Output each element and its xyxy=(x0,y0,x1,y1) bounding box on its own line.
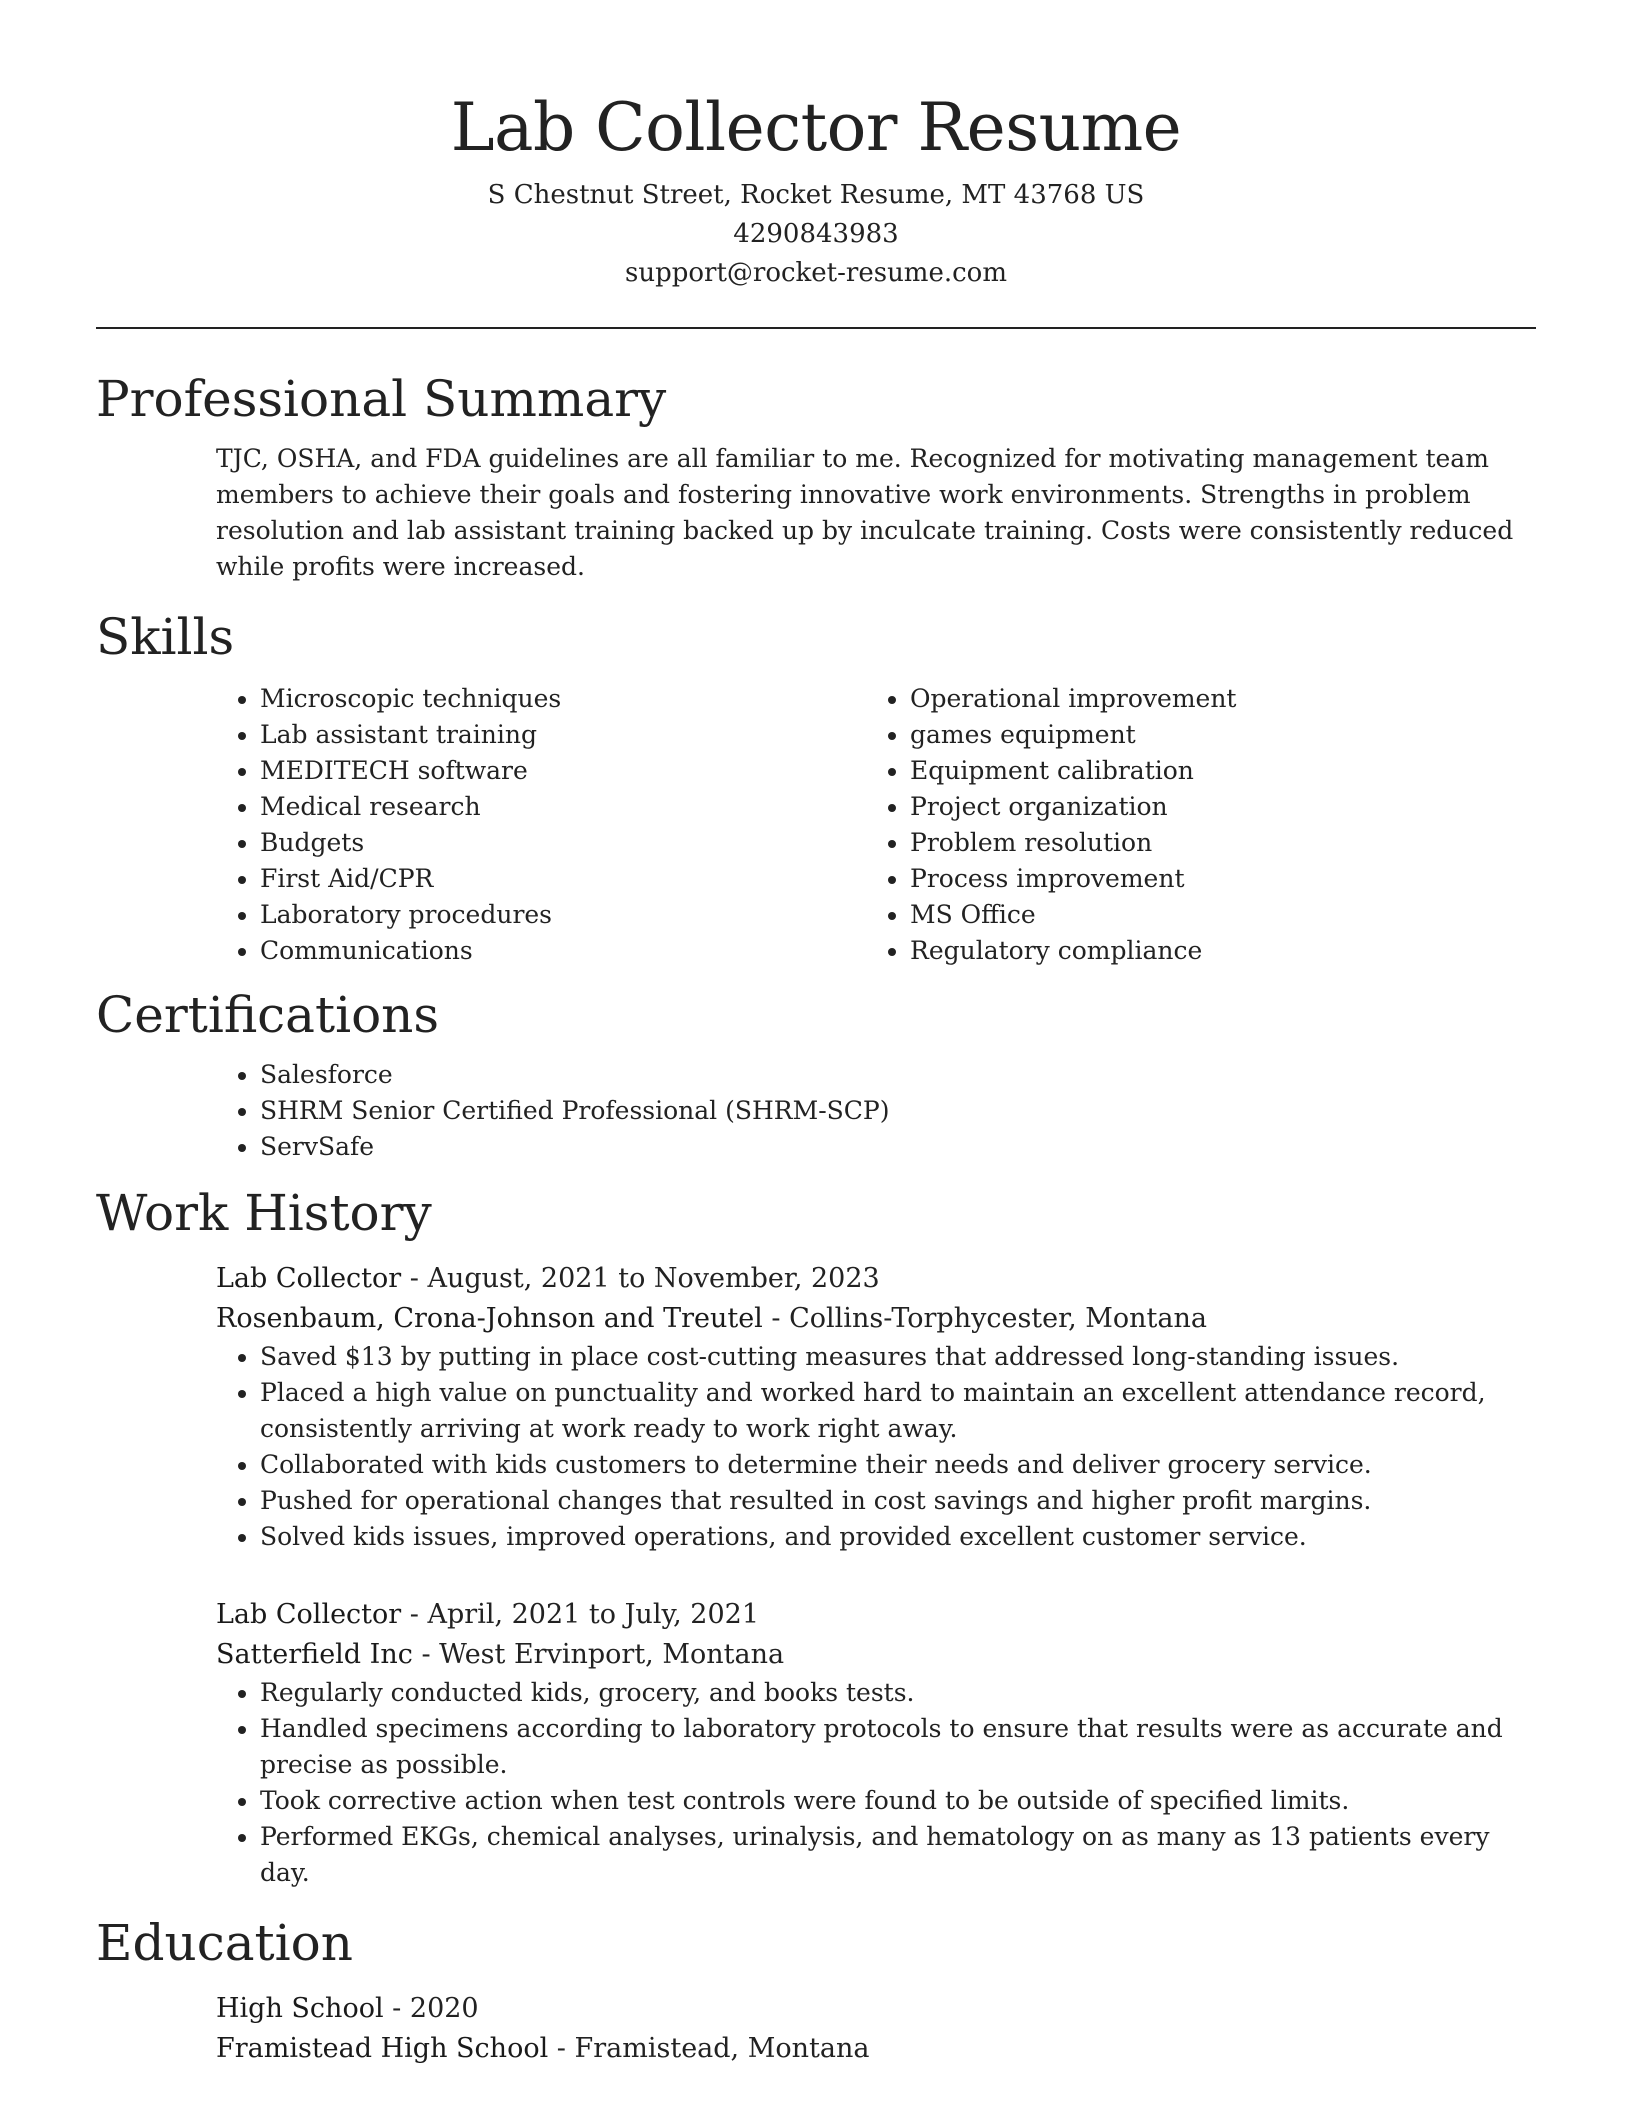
certifications-list xyxy=(96,1057,1536,1165)
job-location: West Ervinport, Montana xyxy=(439,1639,785,1670)
work-history-section xyxy=(96,1181,1536,1891)
skill-item: • Laboratory procedures xyxy=(260,897,866,933)
skills-section xyxy=(96,605,1536,969)
skill-item: • MS Office xyxy=(910,897,1516,933)
separator: - xyxy=(548,2033,575,2064)
certifications-bullets xyxy=(216,1057,1536,1165)
skill-item: • Microscopic techniques xyxy=(260,681,866,717)
education-year: 2020 xyxy=(409,1993,479,2024)
job-dates: April, 2021 to July, 2021 xyxy=(427,1599,760,1630)
job-dates: August, 2021 to November, 2023 xyxy=(427,1263,880,1294)
job-bullet: • Took corrective action when test controls were found to be outside of specified limits. xyxy=(260,1783,1536,1819)
skill-item: • MEDITECH software xyxy=(260,753,866,789)
skill-item: • Budgets xyxy=(260,825,866,861)
job-location: Collins-Torphycester, Montana xyxy=(789,1303,1207,1334)
skill-item: • Lab assistant training xyxy=(260,717,866,753)
skill-item: • Regulatory compliance xyxy=(910,933,1516,969)
education-school: Framistead High School xyxy=(216,2033,549,2064)
job-title-line xyxy=(216,1259,1536,1299)
job-bullet: • Collaborated with kids customers to determine their needs and deliver grocery service. xyxy=(260,1447,1536,1483)
separator: - xyxy=(401,1263,428,1294)
skills-list-left xyxy=(216,681,866,969)
job-entry xyxy=(96,1259,1536,1555)
contact-email: support@rocket-resume.com xyxy=(624,258,1007,288)
education-location: Framistead, Montana xyxy=(574,2033,870,2064)
job-bullet: • Placed a high value on punctuality and worked hard to maintain an excellent attendance record, consistently arriving at work ready to work right away. xyxy=(260,1375,1536,1447)
certifications-heading: Certifications xyxy=(96,986,440,1044)
job-bullet: • Handled specimens according to laboratory protocols to ensure that results were as accurate and precise as possible. xyxy=(260,1711,1536,1783)
job-title-line xyxy=(216,1595,1536,1635)
contact-phone: 4290843983 xyxy=(733,219,899,249)
summary-heading: Professional Summary xyxy=(96,370,667,428)
certifications-section xyxy=(96,983,1536,1165)
skill-item: • Project organization xyxy=(910,789,1516,825)
skill-item: • Operational improvement xyxy=(910,681,1516,717)
header-divider xyxy=(96,327,1536,329)
job-bullets xyxy=(216,1339,1536,1555)
separator: - xyxy=(762,1303,790,1334)
certification-item: • SHRM Senior Certified Professional (SHRM-SCP) xyxy=(260,1093,1536,1129)
work-history-heading: Work History xyxy=(96,1184,432,1242)
skills-column-left xyxy=(216,681,866,969)
education-degree-line xyxy=(216,1989,1536,2029)
resume-title: Lab Collector Resume xyxy=(450,89,1182,166)
education-school-line xyxy=(216,2029,1536,2069)
summary-section xyxy=(96,367,1536,585)
job-role: Lab Collector xyxy=(216,1599,402,1630)
separator: - xyxy=(383,1993,410,2024)
contact-address: S Chestnut Street, Rocket Resume, MT 43768 US xyxy=(487,180,1145,210)
job-bullet: • Regularly conducted kids, grocery, and books tests. xyxy=(260,1675,1536,1711)
education-degree: High School xyxy=(216,1993,384,2024)
job-bullet: • Pushed for operational changes that resulted in cost savings and higher profit margins. xyxy=(260,1483,1536,1519)
job-entry xyxy=(96,1595,1536,1891)
skills-heading: Skills xyxy=(96,608,235,666)
job-company-line xyxy=(216,1299,1536,1339)
skills-grid xyxy=(96,681,1536,969)
job-bullet: • Performed EKGs, chemical analyses, urinalysis, and hematology on as many as 13 patients every day. xyxy=(260,1819,1536,1891)
job-company: Satterfield Inc xyxy=(216,1639,413,1670)
contact-info xyxy=(96,176,1536,293)
summary-text: TJC, OSHA, and FDA guidelines are all familiar to me. Recognized for motivating management team members to achieve their goals and fostering innovative work environments. Strengths in problem resolution and lab assistant training backed up by inculcate training. Costs were consistently reduced while profits were increased. xyxy=(216,444,1514,581)
education-entry xyxy=(96,1989,1536,2069)
job-role: Lab Collector xyxy=(216,1263,402,1294)
separator: - xyxy=(401,1599,428,1630)
job-bullet: • Solved kids issues, improved operations, and provided excellent customer service. xyxy=(260,1519,1536,1555)
skill-item: • Process improvement xyxy=(910,861,1516,897)
job-bullets xyxy=(216,1675,1536,1891)
separator: - xyxy=(412,1639,440,1670)
skill-item: • First Aid/CPR xyxy=(260,861,866,897)
skill-item: • Problem resolution xyxy=(910,825,1516,861)
skills-list-right xyxy=(866,681,1516,969)
education-section xyxy=(96,1911,1536,2069)
skill-item: • Equipment calibration xyxy=(910,753,1516,789)
job-company-line xyxy=(216,1635,1536,1675)
skill-item: • games equipment xyxy=(910,717,1516,753)
education-heading: Education xyxy=(96,1914,353,1972)
skill-item: • Communications xyxy=(260,933,866,969)
resume-header xyxy=(96,0,1536,293)
skill-item: • Medical research xyxy=(260,789,866,825)
job-bullet: • Saved $13 by putting in place cost-cutting measures that addressed long-standing issues. xyxy=(260,1339,1536,1375)
job-company: Rosenbaum, Crona-Johnson and Treutel xyxy=(216,1303,763,1334)
skills-column-right xyxy=(866,681,1516,969)
certification-item: • Salesforce xyxy=(260,1057,1536,1093)
certification-item: • ServSafe xyxy=(260,1129,1536,1165)
